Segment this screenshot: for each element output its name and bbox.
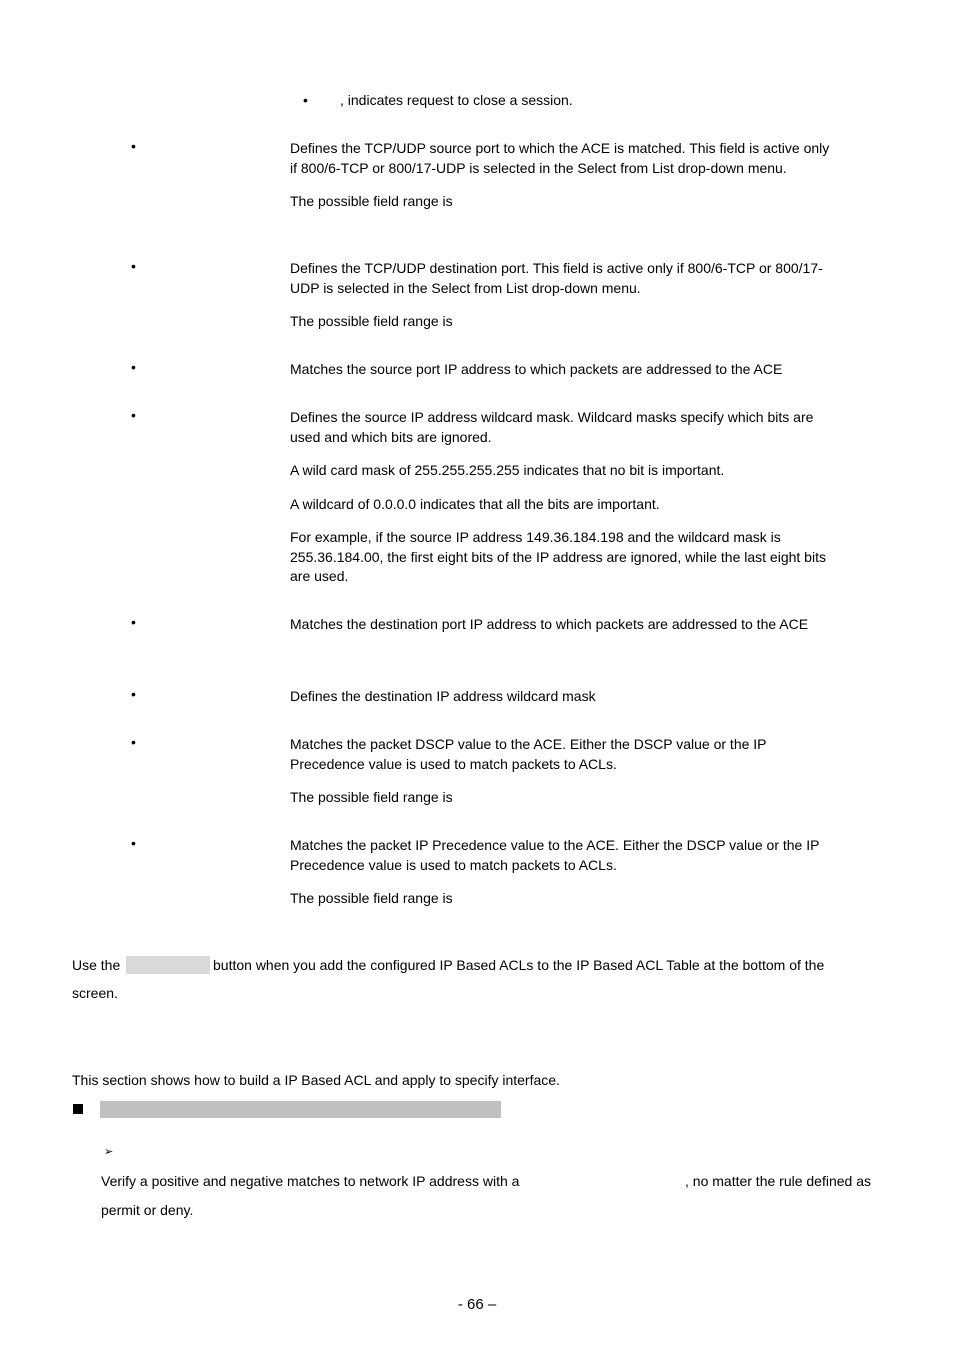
field-bullet: • xyxy=(131,734,136,750)
field-description xyxy=(290,139,830,226)
field-description xyxy=(290,687,830,721)
field-bullet: • xyxy=(131,835,136,851)
description-paragraph: The possible field range is xyxy=(290,789,453,805)
verify-text: Verify a positive and negative matches to network IP address with a xyxy=(101,1173,520,1189)
use-the-text-after: button when you add the configured IP Based ACLs to the IP Based ACL Table at the bottom of the xyxy=(213,957,825,973)
arrow-bullet-icon: ➢ xyxy=(104,1145,114,1158)
field-bullet: • xyxy=(131,138,136,154)
field-description xyxy=(290,360,830,394)
field-description xyxy=(290,259,830,346)
description-paragraph: The possible field range is xyxy=(290,193,453,209)
description-paragraph: The possible field range is xyxy=(290,890,453,906)
use-the-continuation: screen. xyxy=(72,985,118,1001)
description-paragraph: Defines the TCP/UDP source port to which the ACE is matched. This field is active only if 800/6-TCP or 800/17-UDP is selected in the Select from List drop-down menu. xyxy=(290,140,830,176)
field-bullet: • xyxy=(131,359,136,375)
description-paragraph: Defines the TCP/UDP destination port. This field is active only if 800/6-TCP or 800/17-UDP is selected in the Select from List drop-down menu. xyxy=(290,260,823,296)
use-the-text: Use the xyxy=(72,957,121,973)
section-intro: This section shows how to build a IP Based ACL and apply to specify interface. xyxy=(72,1072,560,1088)
field-description xyxy=(290,735,830,822)
heading-bar xyxy=(100,1101,501,1118)
field-bullet: • xyxy=(131,614,136,630)
verify-continuation: permit or deny. xyxy=(101,1202,194,1218)
field-bullet: • xyxy=(131,258,136,274)
field-bullet: • xyxy=(131,407,136,423)
square-bullet-icon xyxy=(73,1104,83,1114)
field-description xyxy=(290,615,830,649)
page-number: - 66 – xyxy=(457,1296,497,1313)
description-paragraph: The possible field range is xyxy=(290,313,453,329)
add-button-placeholder xyxy=(126,956,210,974)
description-paragraph: A wild card mask of 255.255.255.255 indicates that no bit is important. xyxy=(290,462,725,478)
field-description xyxy=(290,836,830,923)
close-session-text: , indicates request to close a session. xyxy=(340,92,573,108)
description-paragraph: Matches the source port IP address to which packets are addressed to the ACE xyxy=(290,361,783,377)
description-paragraph: For example, if the source IP address 149.36.184.198 and the wildcard mask is 255.36.184.00, the first eight bits of the IP address are ignored, while the last eight bits are used. xyxy=(290,529,826,584)
sub-bullet-dot: • xyxy=(303,92,308,108)
verify-text-after: , no matter the rule defined as xyxy=(685,1173,871,1189)
description-paragraph: Matches the packet DSCP value to the ACE. Either the DSCP value or the IP Precedence value is used to match packets to ACLs. xyxy=(290,736,767,772)
description-paragraph: Defines the source IP address wildcard mask. Wildcard masks specify which bits are used and which bits are ignored. xyxy=(290,409,814,445)
description-paragraph: Defines the destination IP address wildcard mask xyxy=(290,688,596,704)
field-bullet: • xyxy=(131,686,136,702)
field-description xyxy=(290,408,830,601)
description-paragraph: Matches the packet IP Precedence value to the ACE. Either the DSCP value or the IP Precedence value is used to match packets to ACLs. xyxy=(290,837,820,873)
description-paragraph: Matches the destination port IP address to which packets are addressed to the ACE xyxy=(290,616,809,632)
description-paragraph: A wildcard of 0.0.0.0 indicates that all the bits are important. xyxy=(290,495,660,512)
